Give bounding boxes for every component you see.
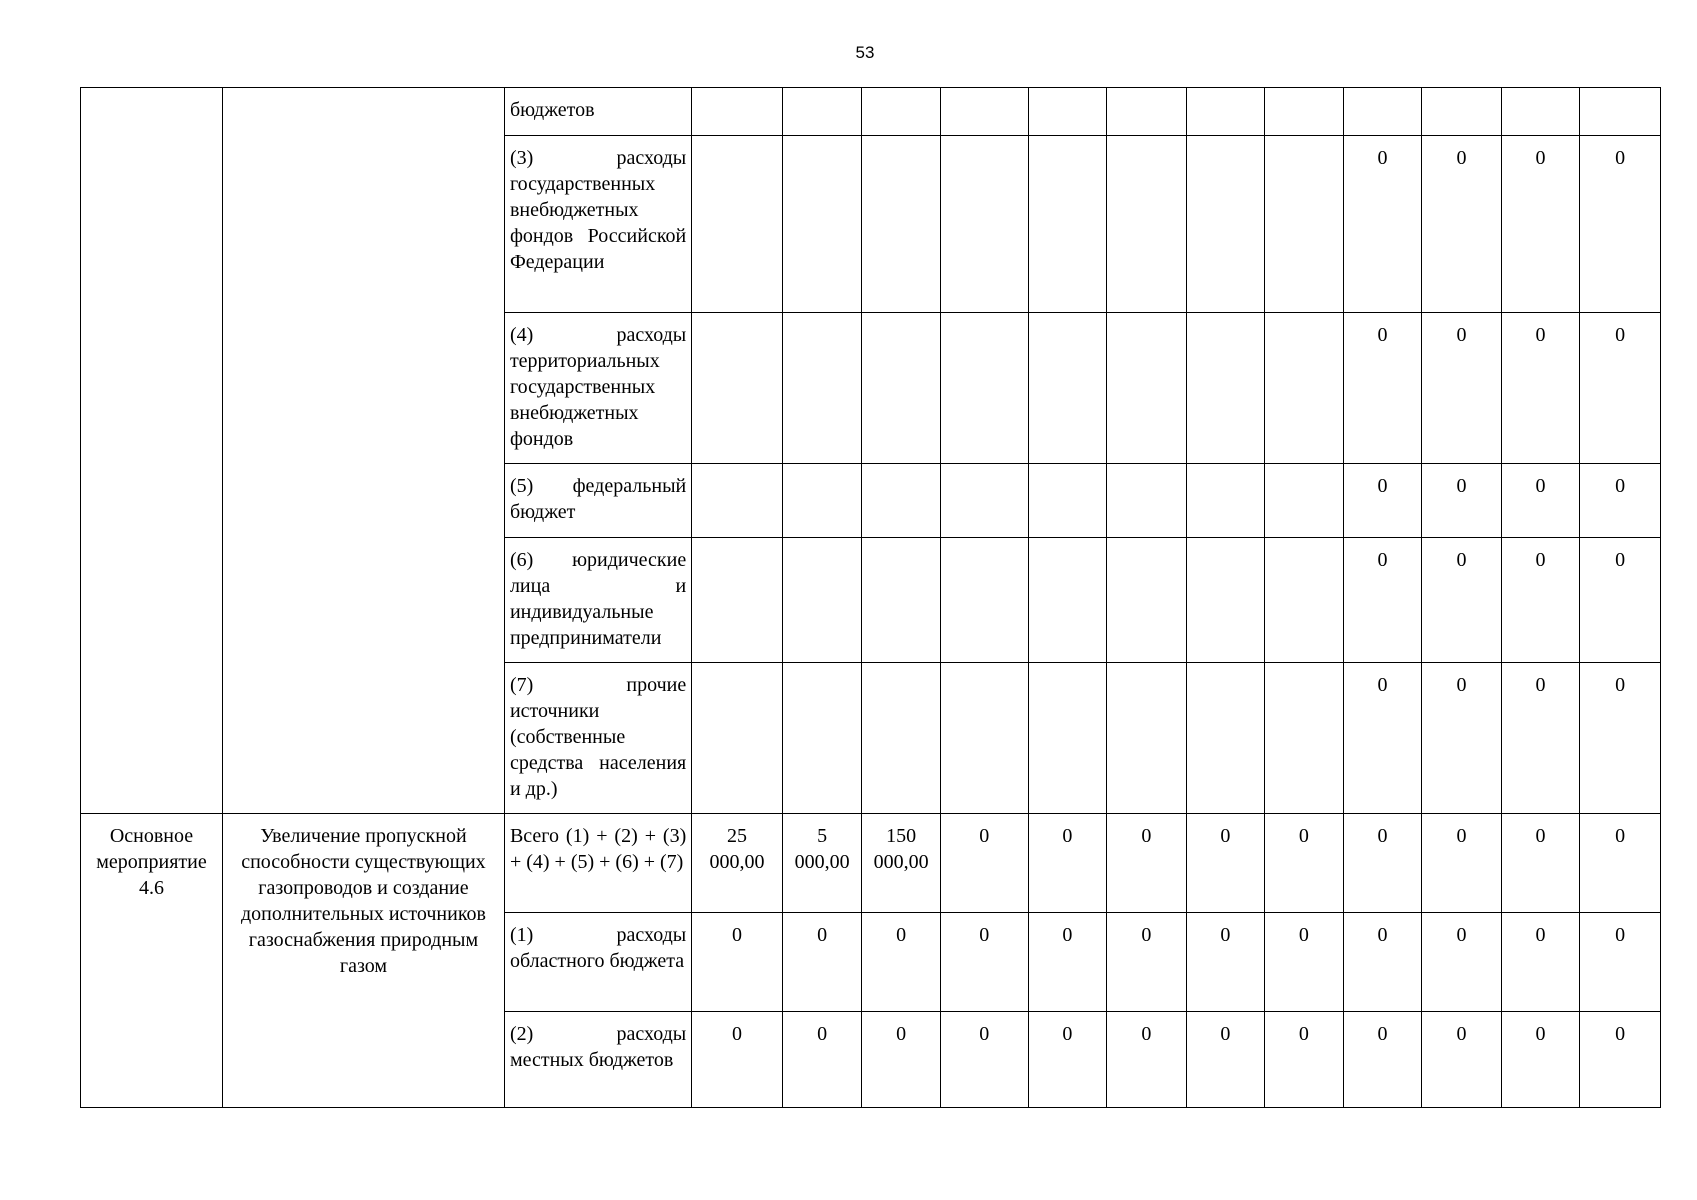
value-cell: 0 <box>1580 136 1661 313</box>
value-cell <box>862 313 941 464</box>
value-cell: 0 <box>1343 313 1422 464</box>
value-cell <box>1028 663 1107 814</box>
measure-name-cell-prev <box>81 88 223 814</box>
value-cell: 0 <box>940 913 1028 1012</box>
value-cell <box>692 538 783 663</box>
value-cell: 0 <box>1422 464 1502 538</box>
value-cell: 0 <box>862 1012 941 1108</box>
value-cell <box>782 663 862 814</box>
value-cell: 0 <box>1028 913 1107 1012</box>
value-cell: 0 <box>1107 913 1187 1012</box>
source-label: (3) расходы государственных внебюджетных фондов Российской Федерации <box>504 136 691 313</box>
value-cell: 0 <box>1186 1012 1265 1108</box>
value-cell <box>1107 538 1187 663</box>
value-cell: 5 000,00 <box>782 814 862 913</box>
value-cell: 0 <box>1422 814 1502 913</box>
value-cell <box>692 663 783 814</box>
value-cell: 0 <box>940 1012 1028 1108</box>
source-label: Всего (1) + (2) + (3) + (4) + (5) + (6) + (7) <box>504 814 691 913</box>
value-cell <box>862 663 941 814</box>
value-cell: 0 <box>1501 1012 1580 1108</box>
value-cell <box>1107 464 1187 538</box>
value-cell <box>1186 136 1265 313</box>
value-cell: 0 <box>1422 663 1502 814</box>
value-cell <box>1501 88 1580 136</box>
value-cell: 0 <box>1422 136 1502 313</box>
table-row <box>81 88 1661 136</box>
measure-name-cell: Основное мероприятие 4.6 <box>81 814 223 1108</box>
value-cell: 0 <box>1186 814 1265 913</box>
value-cell <box>692 313 783 464</box>
financing-table <box>80 87 1661 1108</box>
value-cell <box>1343 88 1422 136</box>
value-cell <box>782 88 862 136</box>
value-cell: 0 <box>1186 913 1265 1012</box>
value-cell: 0 <box>1580 1012 1661 1108</box>
value-cell <box>1107 88 1187 136</box>
value-cell: 0 <box>692 1012 783 1108</box>
value-cell <box>1186 313 1265 464</box>
table-row <box>81 814 1661 913</box>
value-cell: 0 <box>1343 136 1422 313</box>
value-cell <box>1265 538 1344 663</box>
value-cell <box>1028 538 1107 663</box>
source-label: (5) федеральный бюджет <box>504 464 691 538</box>
source-label: (2) расходы местных бюджетов <box>504 1012 691 1108</box>
measure-description-cell: Увеличение пропускной способности существующих газопроводов и создание дополнительных источников газоснабжения природным газом <box>222 814 504 1108</box>
value-cell <box>940 464 1028 538</box>
value-cell <box>940 313 1028 464</box>
value-cell: 25 000,00 <box>692 814 783 913</box>
value-cell <box>782 538 862 663</box>
value-cell: 0 <box>1580 663 1661 814</box>
value-cell: 0 <box>1422 913 1502 1012</box>
measure-description-cell-prev <box>222 88 504 814</box>
value-cell <box>1265 313 1344 464</box>
value-cell: 0 <box>1343 913 1422 1012</box>
value-cell <box>940 88 1028 136</box>
value-cell: 0 <box>1580 538 1661 663</box>
value-cell <box>1028 88 1107 136</box>
value-cell <box>862 464 941 538</box>
value-cell <box>1028 464 1107 538</box>
value-cell <box>692 88 783 136</box>
value-cell: 0 <box>1028 814 1107 913</box>
value-cell <box>940 538 1028 663</box>
source-label: (7) прочие источники (собственные средства населения и др.) <box>504 663 691 814</box>
source-label: (1) расходы областного бюджета <box>504 913 691 1012</box>
value-cell: 0 <box>1501 464 1580 538</box>
value-cell <box>940 136 1028 313</box>
value-cell: 0 <box>1501 136 1580 313</box>
value-cell: 0 <box>1265 1012 1344 1108</box>
value-cell: 150 000,00 <box>862 814 941 913</box>
value-cell <box>862 136 941 313</box>
value-cell: 0 <box>1580 464 1661 538</box>
value-cell <box>862 538 941 663</box>
value-cell <box>940 663 1028 814</box>
value-cell: 0 <box>940 814 1028 913</box>
value-cell: 0 <box>1343 538 1422 663</box>
value-cell: 0 <box>782 913 862 1012</box>
value-cell: 0 <box>1265 814 1344 913</box>
value-cell <box>1186 88 1265 136</box>
page-number: 53 <box>855 43 875 62</box>
value-cell <box>1107 313 1187 464</box>
value-cell: 0 <box>1343 464 1422 538</box>
value-cell: 0 <box>1422 313 1502 464</box>
value-cell <box>692 464 783 538</box>
value-cell <box>692 136 783 313</box>
value-cell: 0 <box>1580 913 1661 1012</box>
value-cell: 0 <box>1107 814 1187 913</box>
value-cell: 0 <box>692 913 783 1012</box>
value-cell: 0 <box>1580 313 1661 464</box>
value-cell <box>1186 663 1265 814</box>
value-cell: 0 <box>1501 814 1580 913</box>
source-label: бюджетов <box>504 88 691 136</box>
value-cell <box>1580 88 1661 136</box>
value-cell <box>782 464 862 538</box>
value-cell: 0 <box>1028 1012 1107 1108</box>
value-cell <box>1028 136 1107 313</box>
source-label: (6) юридические лица и индивидуальные предприниматели <box>504 538 691 663</box>
value-cell: 0 <box>1422 538 1502 663</box>
value-cell: 0 <box>1501 313 1580 464</box>
value-cell: 0 <box>1501 663 1580 814</box>
value-cell: 0 <box>1343 663 1422 814</box>
value-cell <box>1265 136 1344 313</box>
value-cell <box>1265 88 1344 136</box>
value-cell: 0 <box>1343 1012 1422 1108</box>
value-cell <box>862 88 941 136</box>
value-cell: 0 <box>862 913 941 1012</box>
value-cell <box>1107 663 1187 814</box>
value-cell: 0 <box>1107 1012 1187 1108</box>
value-cell <box>1422 88 1502 136</box>
value-cell <box>1265 663 1344 814</box>
value-cell <box>1186 464 1265 538</box>
value-cell: 0 <box>782 1012 862 1108</box>
value-cell: 0 <box>1501 913 1580 1012</box>
value-cell <box>1265 464 1344 538</box>
value-cell <box>1107 136 1187 313</box>
value-cell <box>782 136 862 313</box>
value-cell: 0 <box>1501 538 1580 663</box>
value-cell <box>782 313 862 464</box>
source-label: (4) расходы территориальных государственных внебюджетных фондов <box>504 313 691 464</box>
value-cell <box>1028 313 1107 464</box>
value-cell: 0 <box>1422 1012 1502 1108</box>
value-cell <box>1186 538 1265 663</box>
value-cell: 0 <box>1580 814 1661 913</box>
value-cell: 0 <box>1265 913 1344 1012</box>
value-cell: 0 <box>1343 814 1422 913</box>
